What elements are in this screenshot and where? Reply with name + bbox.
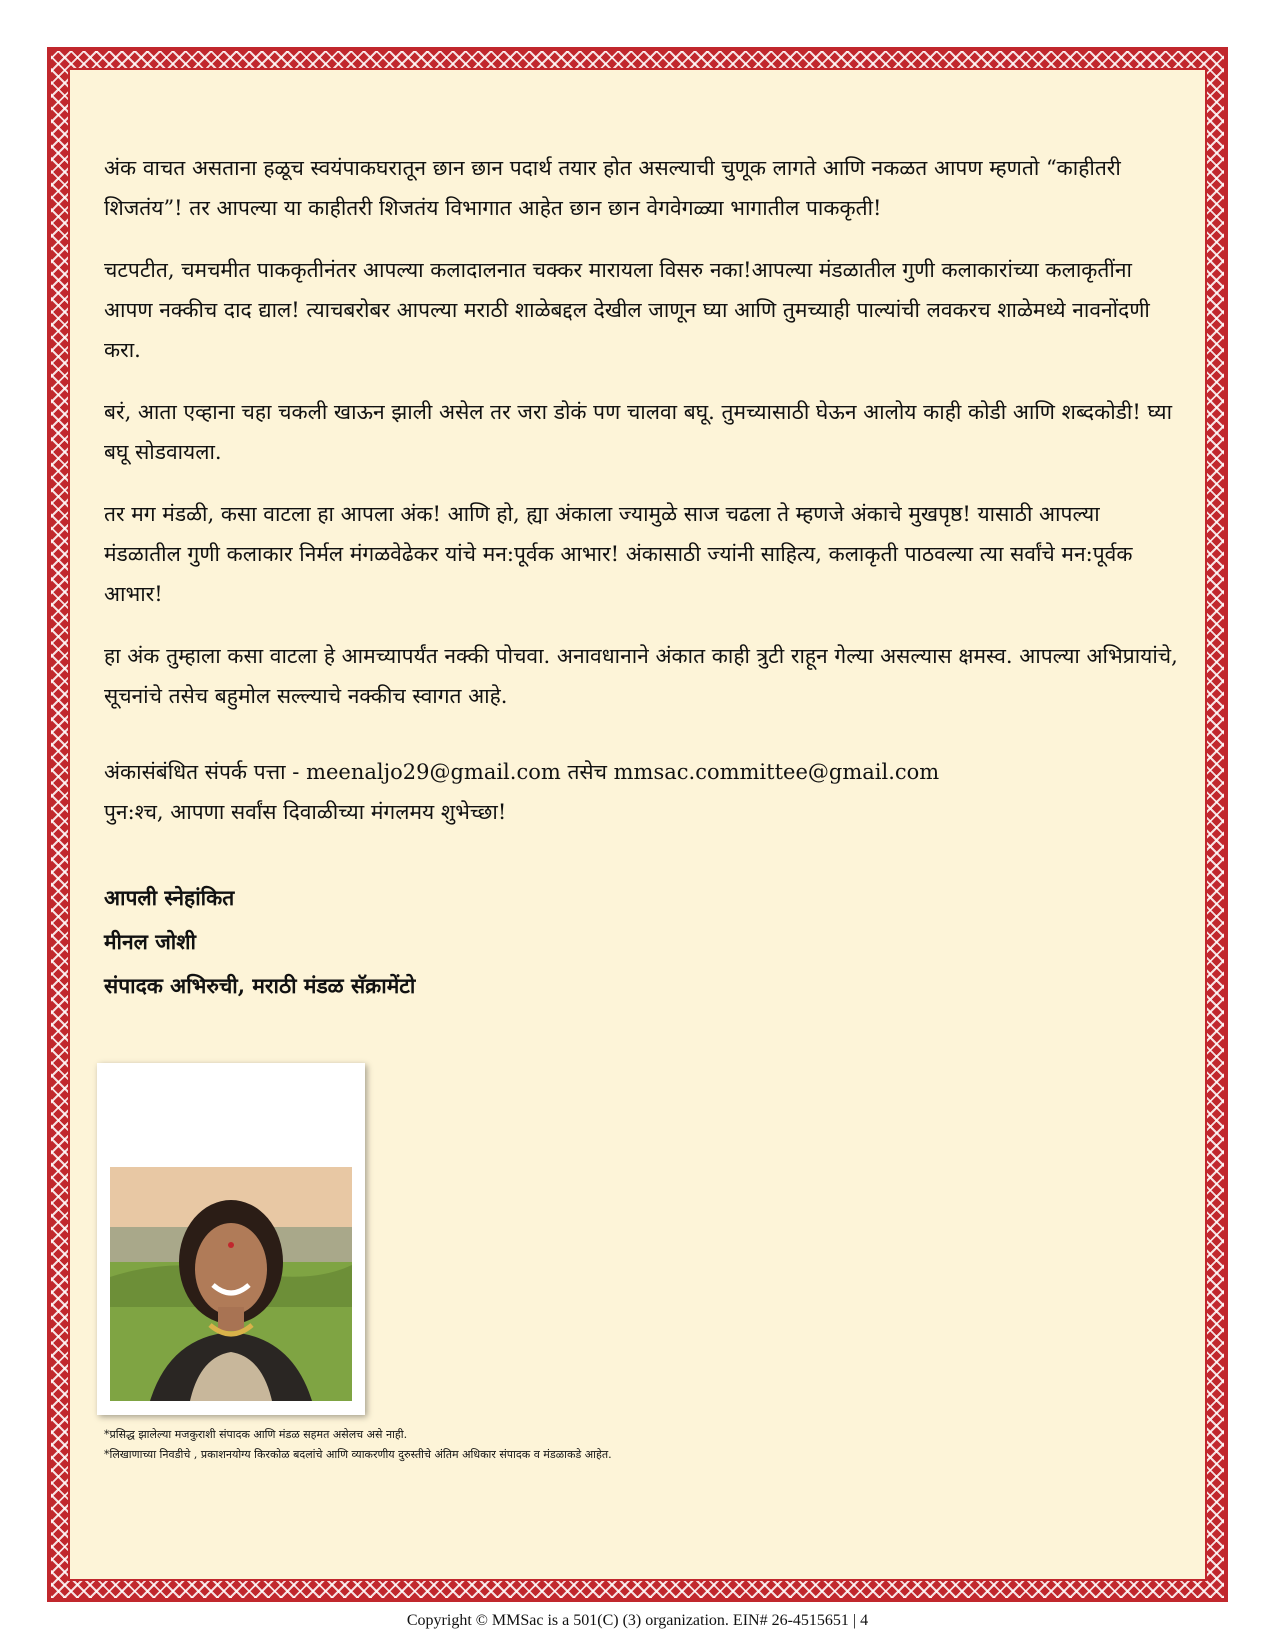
postscript: पुन:श्च, आपणा सर्वांस दिवाळीच्या मंगलमय शुभेच्छा! <box>104 800 507 824</box>
editor-title: संपादक अभिरुची, मराठी मंडळ सॅक्रामेंटो <box>104 973 416 998</box>
contact-line <box>104 752 1179 792</box>
editor-portrait-image <box>110 1167 352 1401</box>
editor-name: मीनल जोशी <box>104 929 196 954</box>
page-footer: Copyright © MMSac is a 501(C) (3) organization. EIN# 26-4515651 | 4 <box>406 1612 869 1629</box>
editor-email-link[interactable]: meenaljo29@gmail.com <box>306 760 561 784</box>
paragraph-puzzles: बरं, आता एव्हाना चहा चकली खाऊन झाली असेल तर जरा डोकं पण चालवा बघू. तुमच्यासाठी घेऊन आलोय काही कोडी आणि शब्दकोडी! घ्या बघू सोडवायला. <box>104 400 1173 464</box>
contact-joiner: तसेच <box>560 760 614 784</box>
signoff-block <box>104 876 1179 1008</box>
paragraph-thanks: तर मग मंडळी, कसा वाटला हा आपला अंक! आणि हो, ह्या अंकाला ज्यामुळे साज चढला ते म्हणजे अंकाचे मुखपृष्ठ! यासाठी आपल्या मंडळातील गुणी कलाकार निर्मल मंगळवेढेकर यांचे मन:पूर्वक आभार! अंकासाठी ज्यांनी साहित्य, कलाकृती पाठवल्या त्या सर्वांचे मन:पूर्वक आभार! <box>104 502 1133 606</box>
committee-email-link[interactable]: mmsac.committee@gmail.com <box>613 760 940 784</box>
signoff-greeting: आपली स्नेहांकित <box>104 885 235 910</box>
paragraph-gallery: चटपटीत, चमचमीत पाककृतीनंतर आपल्या कलादालनात चक्कर मारायला विसरु नका!आपल्या मंडळातील गुणी कलाकारांच्या कलाकृतींना आपण नक्कीच दाद द्याल! त्याचबरोबर आपल्या मराठी शाळेबद्दल देखील जाणून घ्या आणि तुमच्याही पाल्यांची लवकरच शाळेमध्ये नावनोंदणी करा. <box>104 258 1150 362</box>
disclaimer-note: *लिखाणाच्या निवडीचे , प्रकाशनयोग्य किरकोळ बदलांचे आणि व्याकरणीय दुरुस्तीचे अंतिम अधिकार संपादक व मंडळाकडे आहेत. <box>104 1448 612 1461</box>
portrait-illustration <box>110 1167 352 1401</box>
contact-block <box>104 752 1179 832</box>
editorial-body <box>104 148 1179 1008</box>
contact-label: अंकासंबंधित संपर्क पत्ता - <box>104 760 307 784</box>
paragraph-feedback: हा अंक तुम्हाला कसा वाटला हे आमच्यापर्यंत नक्की पोचवा. अनावधानाने अंकात काही त्रुटी राहून गेल्या असल्यास क्षमस्व. आपल्या अभिप्रायांचे, सूचनांचे तसेच बहुमोल सल्ल्याचे नक्कीच स्वागत आहे. <box>104 644 1178 708</box>
disclaimer-note: *प्रसिद्ध झालेल्या मजकुराशी संपादक आणि मंडळ सहमत असेलच असे नाही. <box>104 1428 408 1441</box>
disclaimer-notes <box>104 1425 1104 1465</box>
editor-photo <box>97 1063 365 1415</box>
paragraph-recipes: अंक वाचत असताना हळूच स्वयंपाकघरातून छान छान पदार्थ तयार होत असल्याची चुणूक लागते आणि नकळत आपण म्हणतो “काहीतरी शिजतंय”! तर आपल्या या काहीतरी शिजतंय विभागात आहेत छान छान वेगवेगळ्या भागातील पाककृती! <box>104 156 1121 220</box>
